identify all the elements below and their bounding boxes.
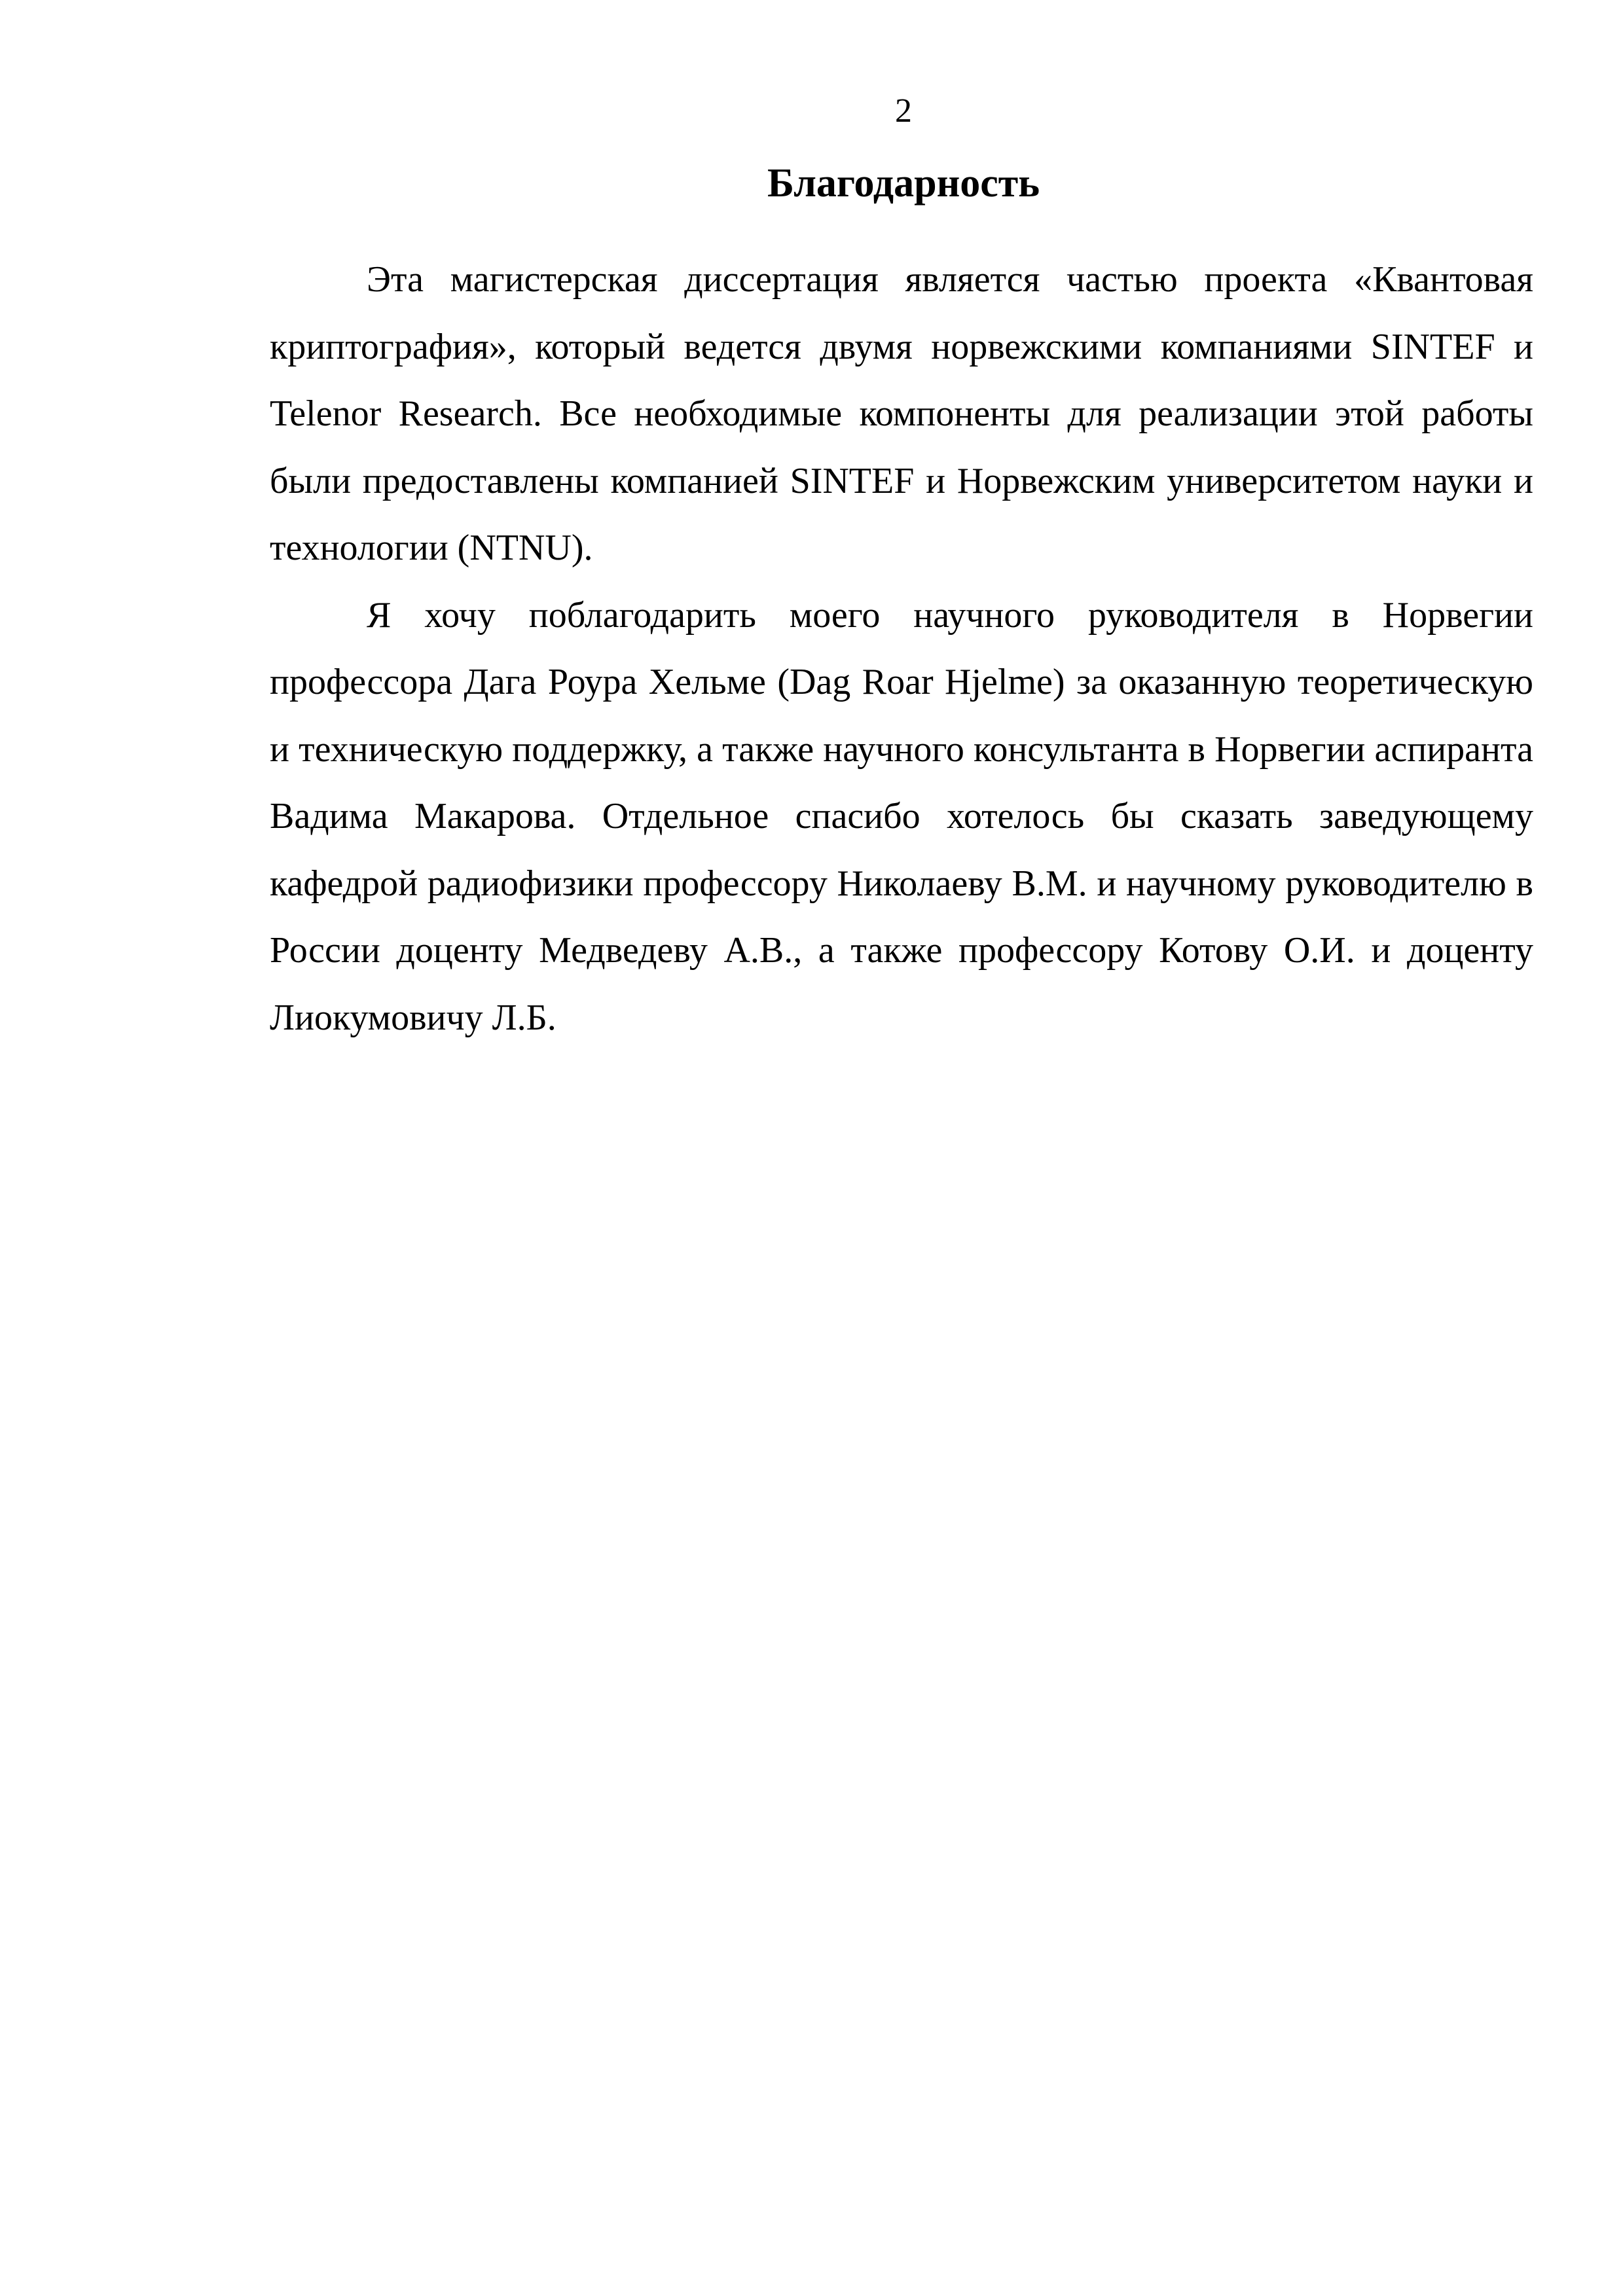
page-number: 2 [895, 92, 912, 130]
paragraph-2: Я хочу поблагодарить моего научного руководителя в Норвегии профессора Дага Роура Хельме (Dag Roar Hjelme) за оказанную теоретическую и техническую поддержку, а также научного консультанта в Норвегии аспиранта Вадима Макарова. Отдельное спасибо хотелось бы сказать заведующему кафедрой радиофизики профессору Николаеву В.М. и научному руководителю в России доценту Медведеву А.В., а также профессору Котову О.И. и доценту Лиокумовичу Л.Б. [270, 594, 1533, 1038]
page-title: Благодарность [767, 161, 1040, 206]
paragraph-1: Эта магистерская диссертация является частью проекта «Квантовая криптография», который ведется двумя норвежскими компаниями SINTEF и Telenor Research. Все необходимые компоненты для реализации этой работы были предоставлены компанией SINTEF и Норвежским университетом науки и технологии (NTNU). [270, 259, 1533, 568]
body-text [270, 246, 1533, 1051]
